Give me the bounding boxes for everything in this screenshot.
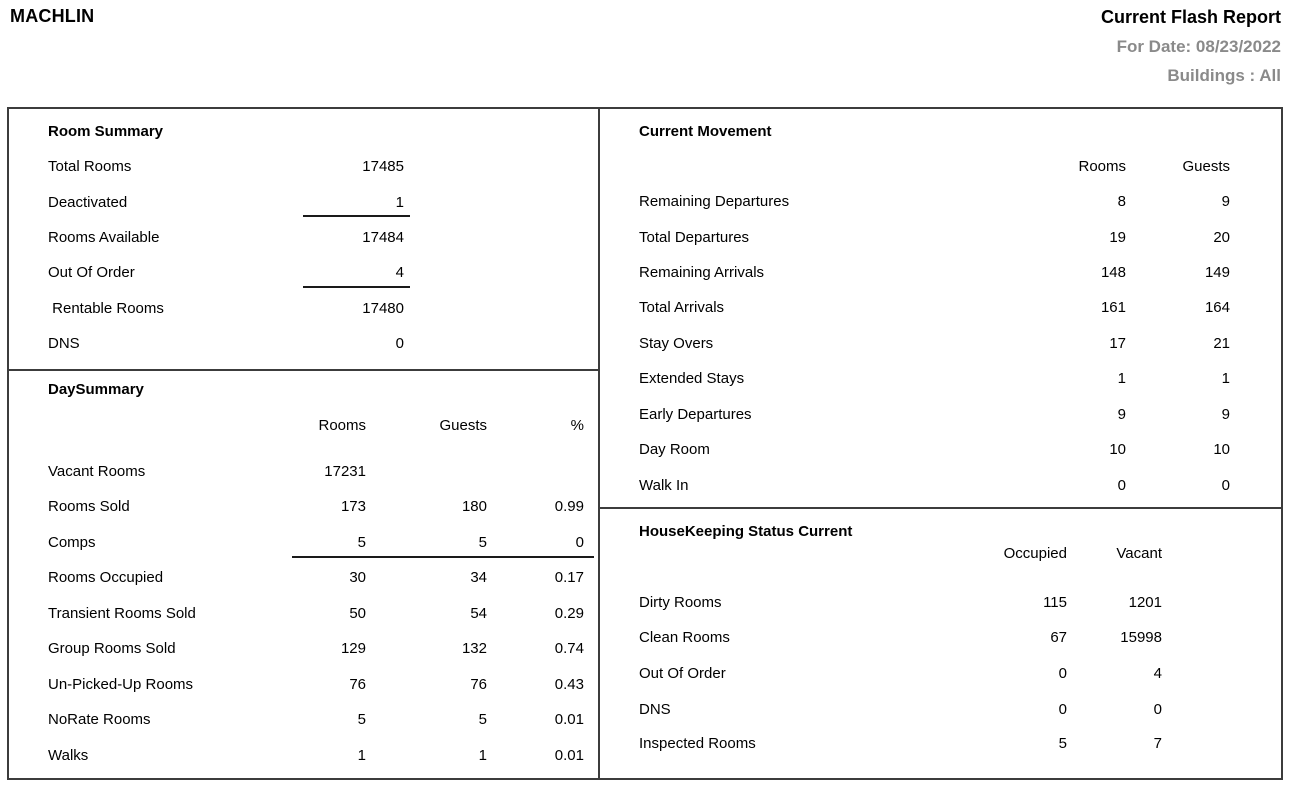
row-value-guests: 164: [1204, 299, 1230, 316]
row-label: Dirty Rooms: [639, 594, 722, 611]
table-row: [600, 700, 1281, 720]
row-value-rooms: 30: [349, 569, 366, 586]
table-row: [9, 604, 598, 624]
row-label: Remaining Arrivals: [639, 264, 765, 281]
row-value-occupied: 0: [1058, 701, 1067, 718]
column-header-row: [600, 544, 1281, 564]
report-title: Current Flash Report: [1100, 7, 1281, 27]
row-value-guests: 20: [1213, 229, 1230, 246]
row-value-pct: 0.29: [554, 605, 584, 622]
row-value-vacant: 4: [1153, 665, 1162, 682]
row-value-guests: 21: [1213, 335, 1230, 352]
section-title: Current Movement: [639, 123, 772, 140]
table-row: [600, 405, 1281, 425]
row-value-occupied: 67: [1050, 629, 1067, 646]
row-value: 1: [395, 194, 404, 211]
column-header: Rooms: [318, 417, 366, 434]
row-value-rooms: 161: [1100, 299, 1126, 316]
row-value-vacant: 1201: [1128, 594, 1162, 611]
table-row: [9, 746, 598, 766]
row-value-pct: 0.74: [554, 640, 584, 657]
row-label: Out Of Order: [639, 665, 726, 682]
row-value-guests: 132: [461, 640, 487, 657]
row-value-rooms: 173: [340, 498, 366, 515]
column-header: Guests: [1182, 158, 1230, 175]
row-value-vacant: 0: [1153, 701, 1162, 718]
row-value-guests: 10: [1213, 441, 1230, 458]
row-value-rooms: 9: [1117, 406, 1126, 423]
column-header: Rooms: [1078, 158, 1126, 175]
table-row: [600, 476, 1281, 496]
row-label: Un-Picked-Up Rooms: [48, 676, 194, 693]
row-label: Total Arrivals: [639, 299, 725, 316]
row-value-pct: 0.43: [554, 676, 584, 693]
row-label: Total Rooms: [48, 158, 132, 175]
row-value-guests: 1: [478, 747, 487, 764]
row-value-rooms: 148: [1100, 264, 1126, 281]
company-name: MACHLIN: [10, 6, 95, 26]
column-header: Occupied: [1003, 545, 1067, 562]
column-header: Vacant: [1116, 545, 1162, 562]
subtraction-line: [303, 286, 410, 288]
table-row: [9, 157, 598, 177]
row-value-pct: 0.01: [554, 711, 584, 728]
row-value-guests: 149: [1204, 264, 1230, 281]
row-label: DNS: [48, 335, 80, 352]
row-label: DNS: [639, 701, 671, 718]
section-title: Room Summary: [48, 123, 164, 140]
table-row: [9, 299, 598, 319]
row-value-rooms: 17231: [324, 463, 366, 480]
row-value-rooms: 76: [349, 676, 366, 693]
row-value-pct: 0.01: [554, 747, 584, 764]
row-value-guests: 9: [1221, 193, 1230, 210]
row-value-rooms: 50: [349, 605, 366, 622]
row-value-guests: 0: [1221, 477, 1230, 494]
row-label: Group Rooms Sold: [48, 640, 176, 657]
row-label: Rooms Occupied: [48, 569, 164, 586]
row-label: Walks: [48, 747, 89, 764]
report-header: [1101, 3, 1281, 90]
table-row: [600, 263, 1281, 283]
report-for-date: For Date: 08/23/2022: [1116, 37, 1281, 56]
column-header: %: [570, 417, 584, 434]
subtraction-line: [292, 556, 594, 558]
table-row: [600, 628, 1281, 648]
table-row: [600, 228, 1281, 248]
row-label: Rentable Rooms: [48, 300, 164, 317]
row-value: 17484: [362, 229, 404, 246]
row-value-pct: 0.17: [554, 569, 584, 586]
table-row: [600, 334, 1281, 354]
row-value-pct: 0: [575, 534, 584, 551]
row-value-vacant: 15998: [1120, 629, 1162, 646]
table-row: [600, 593, 1281, 613]
row-value-occupied: 115: [1043, 594, 1067, 611]
report-buildings: Buildings : All: [1167, 66, 1281, 85]
table-row: [9, 193, 598, 213]
row-label: Early Departures: [639, 406, 752, 423]
row-value-rooms: 5: [357, 534, 366, 551]
row-value-rooms: 129: [340, 640, 366, 657]
table-row: [600, 192, 1281, 212]
table-row: [9, 497, 598, 517]
table-row: [9, 639, 598, 659]
row-value-occupied: 0: [1058, 665, 1067, 682]
row-value-guests: 5: [478, 534, 487, 551]
section-day-summary: [9, 371, 598, 776]
row-label: NoRate Rooms: [48, 711, 151, 728]
row-label: Deactivated: [48, 194, 128, 211]
row-value-guests: 1: [1221, 370, 1230, 387]
row-value-guests: 9: [1221, 406, 1230, 423]
row-value: 17485: [362, 158, 404, 175]
row-label: Walk In: [639, 477, 689, 494]
table-row: [600, 369, 1281, 389]
table-row: [600, 664, 1281, 684]
row-value-rooms: 1: [357, 747, 366, 764]
row-label: Remaining Departures: [639, 193, 790, 210]
row-value-rooms: 19: [1109, 229, 1126, 246]
row-value-guests: 5: [478, 711, 487, 728]
row-value-rooms: 5: [357, 711, 366, 728]
row-value-vacant: 7: [1153, 735, 1162, 752]
row-label: Total Departures: [639, 229, 750, 246]
row-value-rooms: 17: [1109, 335, 1126, 352]
section-room-summary: [9, 109, 598, 371]
row-value-rooms: 8: [1117, 193, 1126, 210]
row-value-guests: 76: [470, 676, 487, 693]
subtraction-line: [303, 215, 410, 217]
row-label: Inspected Rooms: [639, 735, 756, 752]
row-value-occupied: 5: [1058, 735, 1067, 752]
row-label: Day Room: [639, 441, 710, 458]
row-value-guests: 34: [470, 569, 487, 586]
table-row: [600, 440, 1281, 460]
row-label: Transient Rooms Sold: [48, 605, 196, 622]
row-value: 17480: [362, 300, 404, 317]
row-value-pct: 0.99: [554, 498, 584, 515]
table-row: [9, 334, 598, 354]
section-title: DaySummary: [48, 381, 144, 398]
row-label: Stay Overs: [639, 335, 714, 352]
row-value-guests: 54: [470, 605, 487, 622]
table-row: [9, 675, 598, 695]
table-row: [9, 462, 598, 482]
row-label: Clean Rooms: [639, 629, 730, 646]
row-label: Out Of Order: [48, 264, 135, 281]
row-value: 4: [395, 264, 404, 281]
right-column: [600, 109, 1281, 778]
column-header-row: [600, 157, 1281, 177]
row-value-rooms: 0: [1117, 477, 1126, 494]
table-row: [600, 298, 1281, 318]
section-housekeeping: [600, 509, 1281, 776]
row-value-rooms: 1: [1117, 370, 1126, 387]
section-current-movement: [600, 109, 1281, 509]
left-column: [9, 109, 600, 778]
row-label: Rooms Sold: [48, 498, 130, 515]
row-value-guests: 180: [461, 498, 487, 515]
table-row: [9, 228, 598, 248]
row-label: Comps: [48, 534, 96, 551]
row-label: Vacant Rooms: [48, 463, 146, 480]
table-row: [9, 710, 598, 730]
table-row: [600, 734, 1281, 754]
table-row: [9, 263, 598, 283]
column-header-row: [9, 416, 598, 436]
section-title: HouseKeeping Status Current: [639, 523, 853, 540]
row-value: 0: [395, 335, 404, 352]
column-header: Guests: [439, 417, 487, 434]
row-value-rooms: 10: [1109, 441, 1126, 458]
report-frame: [7, 107, 1283, 780]
row-label: Extended Stays: [639, 370, 745, 387]
row-label: Rooms Available: [48, 229, 160, 246]
table-row: [9, 568, 598, 588]
table-row: [9, 533, 598, 553]
